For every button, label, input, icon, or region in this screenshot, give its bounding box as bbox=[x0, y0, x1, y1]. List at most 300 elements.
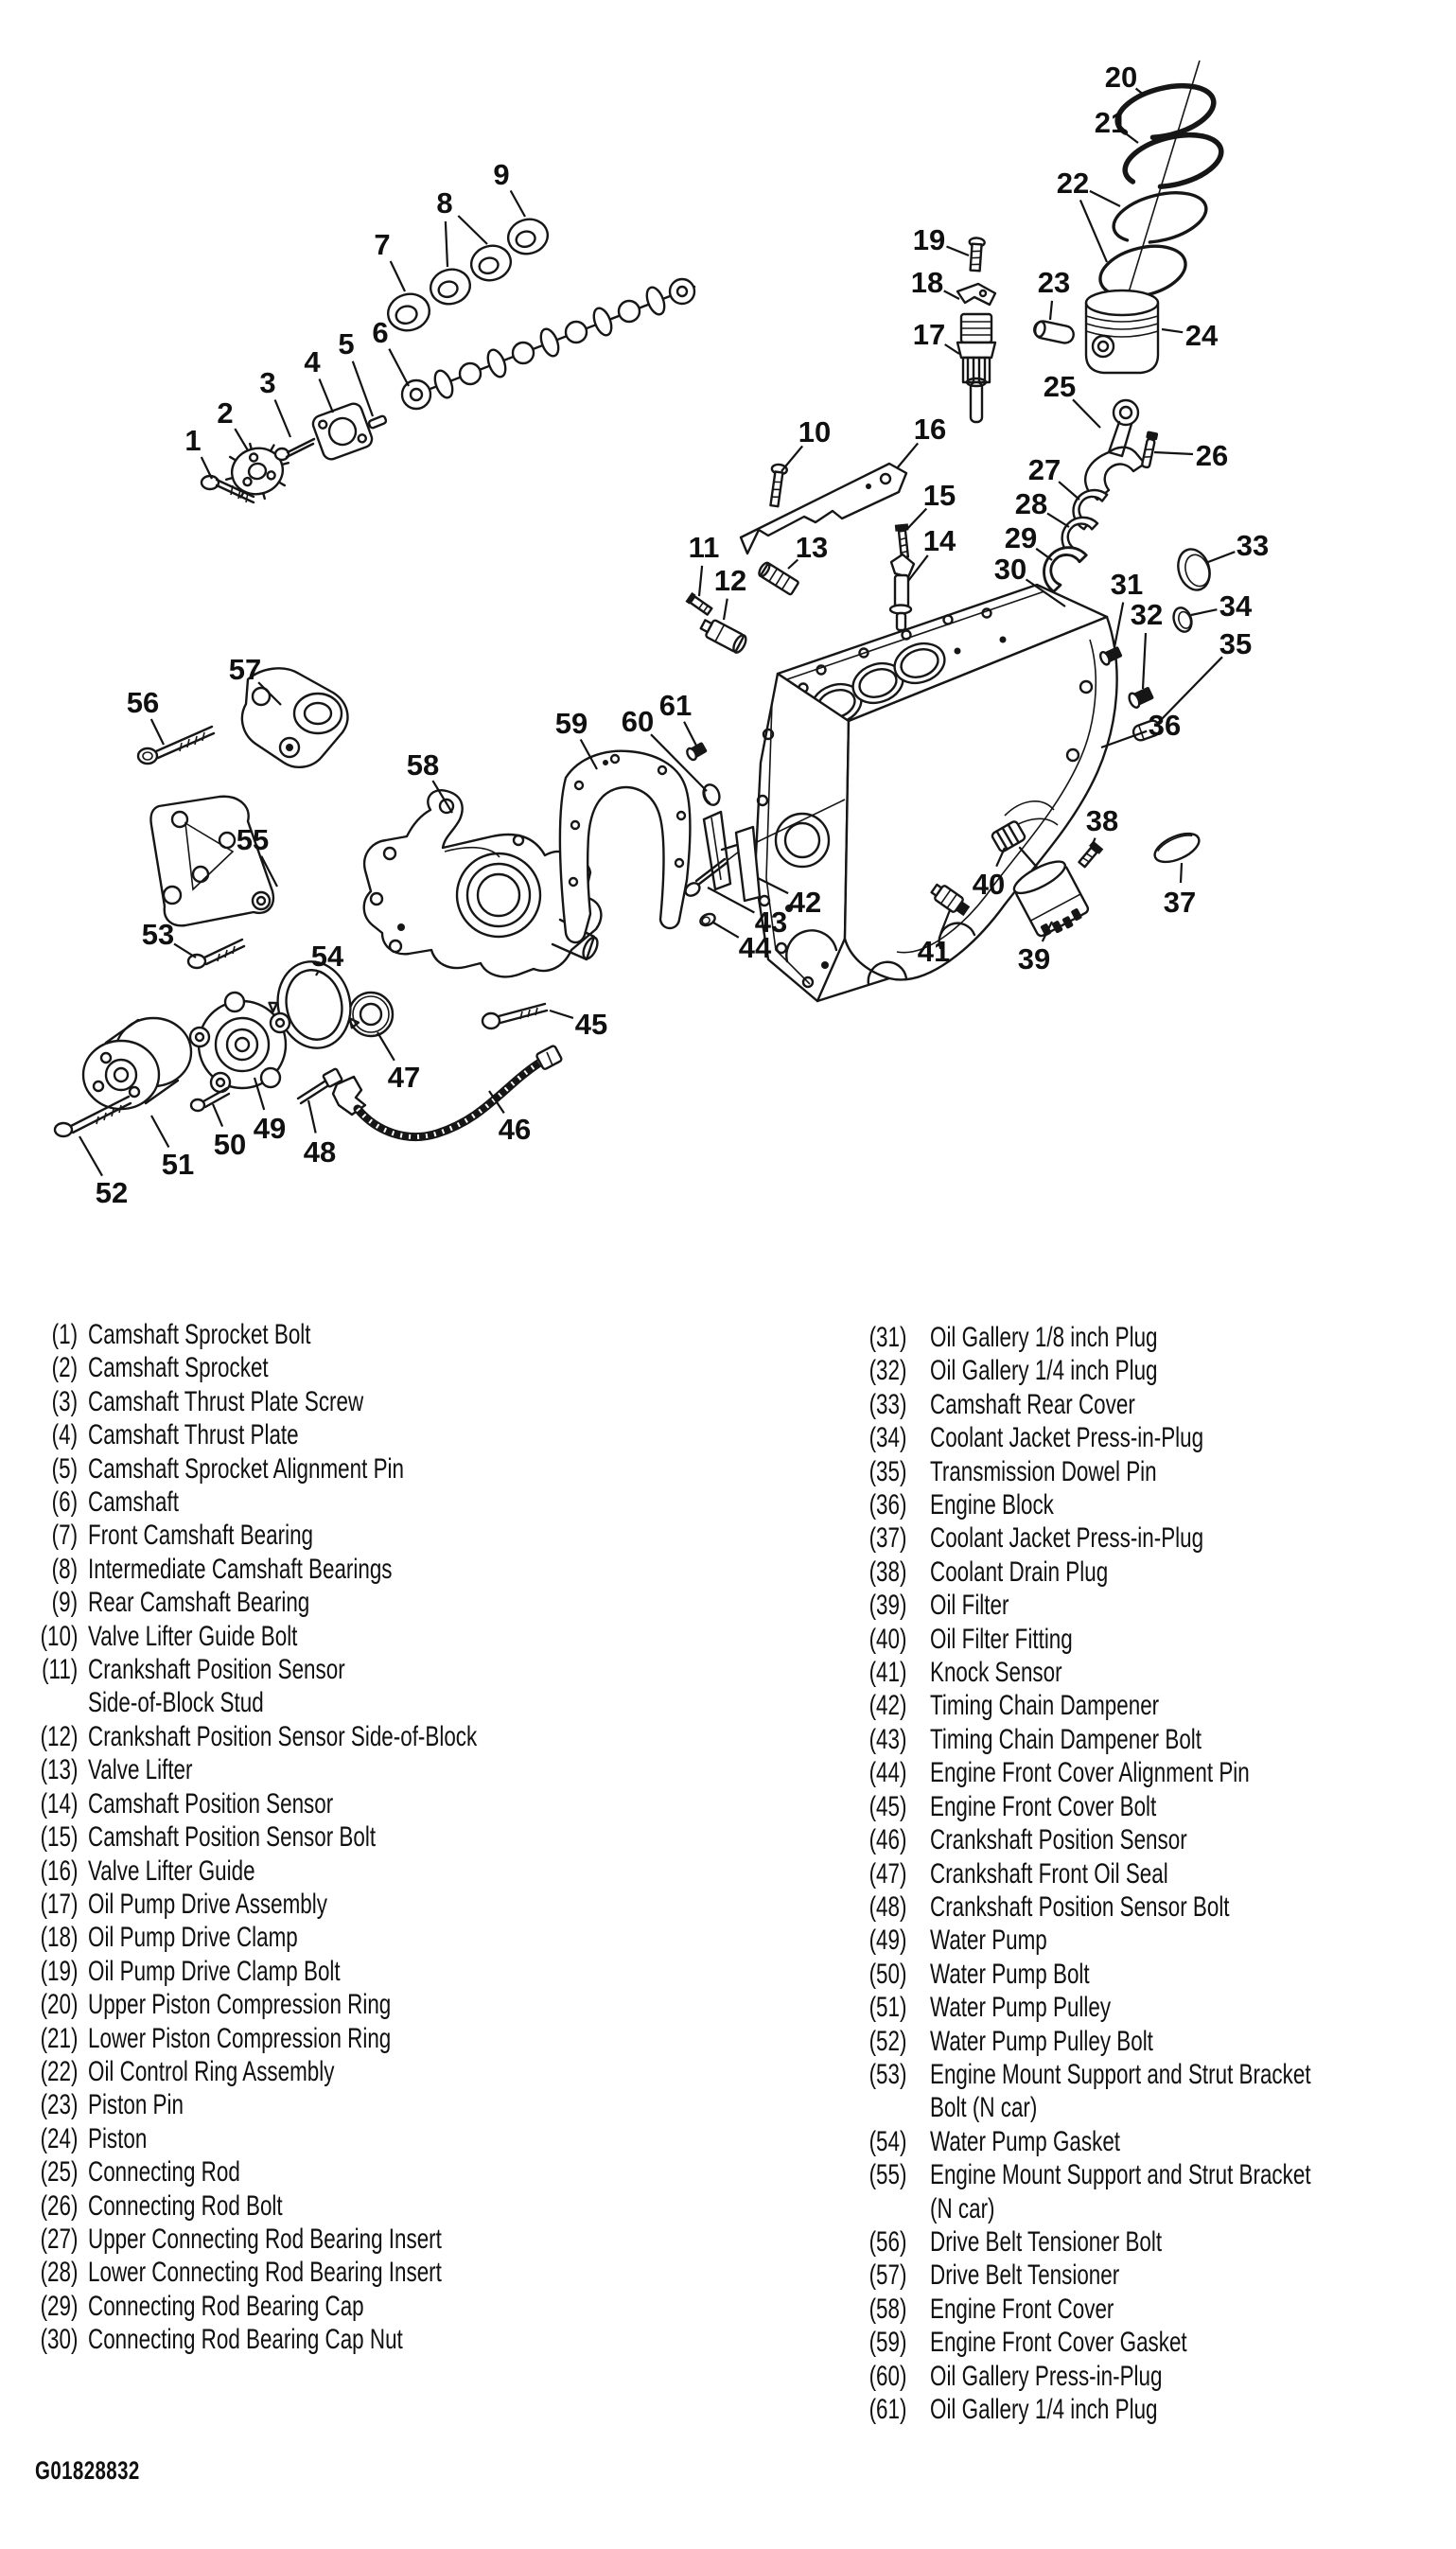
svg-text:60: 60 bbox=[621, 705, 655, 738]
part-number: (45) bbox=[868, 1790, 906, 1822]
camshaft-rear-cover bbox=[1173, 545, 1215, 594]
part-number: (46) bbox=[868, 1824, 906, 1856]
parts-list-item bbox=[851, 1924, 1431, 1957]
callout-3 bbox=[259, 366, 290, 437]
part-label: Camshaft Thrust Plate bbox=[88, 1419, 299, 1451]
part-number: (31) bbox=[868, 1322, 906, 1353]
part-number: (55) bbox=[868, 2159, 906, 2191]
part-number: (26) bbox=[40, 2189, 78, 2222]
svg-text:19: 19 bbox=[912, 223, 946, 256]
parts-list-item bbox=[17, 1418, 600, 1451]
callout-33 bbox=[1208, 529, 1269, 562]
part-number: (11) bbox=[41, 1654, 78, 1686]
part-number: (44) bbox=[868, 1757, 906, 1789]
part-number: (39) bbox=[868, 1590, 906, 1622]
parts-list-item bbox=[851, 1388, 1431, 1421]
parts-list-item bbox=[17, 2055, 600, 2088]
part-number: (3) bbox=[51, 1385, 78, 1417]
parts-list-item bbox=[17, 1452, 600, 1485]
svg-text:30: 30 bbox=[993, 553, 1027, 586]
svg-text:41: 41 bbox=[917, 935, 951, 968]
part-number: (41) bbox=[868, 1657, 906, 1689]
parts-list-item bbox=[851, 2025, 1431, 2058]
engine-mount-bracket bbox=[150, 797, 272, 926]
part-number: (28) bbox=[40, 2257, 78, 2289]
svg-text:26: 26 bbox=[1195, 439, 1229, 472]
part-label: Connecting Rod Bolt bbox=[88, 2189, 283, 2222]
callout-13 bbox=[788, 531, 828, 569]
part-label: Coolant Jacket Press-in-Plug bbox=[930, 1422, 1204, 1454]
crank-sensor-side-of-block bbox=[698, 616, 748, 655]
callout-56 bbox=[127, 686, 164, 745]
camshaft-thrust-plate-screw bbox=[275, 439, 314, 460]
engine-front-cover-gasket bbox=[560, 751, 691, 942]
parts-list-item bbox=[17, 1855, 600, 1888]
parts-list-item bbox=[851, 1354, 1431, 1387]
engine-mount-bracket-bolt bbox=[188, 940, 244, 968]
callout-21 bbox=[1095, 106, 1138, 143]
parts-list-item bbox=[17, 1385, 600, 1418]
parts-list-item bbox=[17, 1586, 600, 1619]
callout-52 bbox=[79, 1136, 128, 1209]
crankshaft-front-oil-seal bbox=[349, 993, 393, 1036]
oil-control-ring-a bbox=[1109, 185, 1212, 252]
part-number: (37) bbox=[868, 1522, 906, 1555]
oil-pump-drive-clamp bbox=[957, 284, 995, 305]
part-label: Timing Chain Dampener bbox=[930, 1690, 1160, 1722]
drive-belt-tensioner-bolt bbox=[138, 727, 214, 764]
lower-compression-ring bbox=[1119, 126, 1226, 196]
callout-24 bbox=[1162, 319, 1219, 352]
part-label: Crankshaft Position Sensor Side-of-Block bbox=[88, 1720, 478, 1752]
callout-9 bbox=[493, 158, 525, 217]
parts-list-item bbox=[17, 1720, 600, 1753]
part-label: Camshaft Sprocket Alignment Pin bbox=[88, 1452, 404, 1485]
svg-text:10: 10 bbox=[798, 415, 832, 448]
part-number: (12) bbox=[40, 1720, 78, 1752]
part-label: Camshaft Thrust Plate Screw bbox=[88, 1385, 364, 1417]
part-number: (15) bbox=[40, 1821, 78, 1854]
svg-text:34: 34 bbox=[1219, 589, 1253, 623]
parts-list-item bbox=[851, 2326, 1431, 2359]
part-label: Connecting Rod bbox=[88, 2156, 240, 2189]
camshaft-position-sensor bbox=[890, 554, 914, 630]
svg-text:21: 21 bbox=[1094, 106, 1128, 139]
part-label: Lower Connecting Rod Bearing Insert bbox=[88, 2257, 442, 2289]
part-label: Camshaft Position Sensor bbox=[88, 1787, 334, 1819]
svg-text:6: 6 bbox=[372, 316, 389, 349]
callout-32 bbox=[1131, 598, 1163, 689]
part-label: Valve Lifter bbox=[88, 1754, 193, 1786]
svg-text:42: 42 bbox=[788, 886, 822, 919]
oil-gallery-press-in-plug bbox=[701, 782, 723, 807]
water-pump-pulley-bolt bbox=[55, 1097, 131, 1136]
part-label: Lower Piston Compression Ring bbox=[88, 2022, 392, 2054]
parts-list-item bbox=[851, 1556, 1431, 1589]
part-number: (40) bbox=[868, 1623, 906, 1655]
svg-text:14: 14 bbox=[922, 524, 956, 557]
part-label: Crankshaft Position Sensor bbox=[930, 1824, 1187, 1856]
part-label: Upper Connecting Rod Bearing Insert bbox=[88, 2223, 442, 2255]
callout-37 bbox=[1164, 863, 1196, 919]
svg-text:36: 36 bbox=[1148, 709, 1182, 742]
front-camshaft-bearing bbox=[384, 290, 433, 335]
callout-7 bbox=[374, 228, 405, 291]
part-label: Piston Pin bbox=[88, 2089, 184, 2121]
part-number: (29) bbox=[40, 2290, 78, 2322]
svg-text:8: 8 bbox=[436, 186, 453, 220]
parts-list-item bbox=[851, 2058, 1431, 2125]
parts-list-item bbox=[17, 1485, 600, 1519]
water-pump-bolt bbox=[191, 1088, 229, 1111]
part-number: (47) bbox=[868, 1857, 906, 1890]
svg-text:57: 57 bbox=[228, 653, 262, 686]
connecting-rod-bolt bbox=[1140, 431, 1159, 468]
callout-48 bbox=[304, 1100, 336, 1169]
parts-list-item bbox=[17, 1318, 600, 1351]
callout-4 bbox=[304, 345, 333, 413]
part-label: Timing Chain Dampener Bolt bbox=[930, 1723, 1202, 1755]
svg-text:5: 5 bbox=[338, 327, 355, 360]
part-label: Engine Front Cover Bolt bbox=[930, 1790, 1157, 1822]
connecting-rod bbox=[1085, 400, 1145, 500]
intermediate-camshaft-bearing-a bbox=[427, 265, 474, 308]
part-label: Oil Filter Fitting bbox=[930, 1623, 1073, 1655]
svg-text:2: 2 bbox=[217, 396, 234, 430]
svg-text:18: 18 bbox=[910, 266, 944, 299]
part-label: Engine Mount Support and Strut Bracket (N car) bbox=[930, 2159, 1311, 2224]
svg-text:51: 51 bbox=[161, 1148, 195, 1181]
callout-46 bbox=[489, 1091, 531, 1146]
svg-text:48: 48 bbox=[303, 1135, 337, 1169]
part-number: (42) bbox=[868, 1690, 906, 1722]
part-label: Valve Lifter Guide Bolt bbox=[88, 1620, 298, 1652]
parts-list-item bbox=[851, 1421, 1431, 1454]
svg-text:35: 35 bbox=[1219, 627, 1253, 660]
part-number: (16) bbox=[40, 1855, 78, 1887]
piston bbox=[1086, 290, 1158, 373]
callout-22 bbox=[1057, 167, 1120, 262]
parts-list-item bbox=[17, 2290, 600, 2323]
part-number: (23) bbox=[40, 2089, 78, 2121]
part-label: Drive Belt Tensioner Bolt bbox=[930, 2225, 1163, 2258]
parts-list-item bbox=[851, 1589, 1431, 1622]
svg-text:25: 25 bbox=[1043, 370, 1077, 403]
oil-pump-drive-clamp-bolt bbox=[968, 237, 985, 272]
part-label: Water Pump Pulley bbox=[930, 1992, 1112, 2024]
svg-text:47: 47 bbox=[387, 1061, 421, 1094]
callout-10 bbox=[781, 415, 831, 471]
svg-text:11: 11 bbox=[688, 531, 720, 564]
parts-list-item bbox=[17, 1820, 600, 1854]
svg-text:9: 9 bbox=[493, 158, 510, 191]
svg-text:31: 31 bbox=[1110, 568, 1144, 601]
parts-list-item bbox=[851, 1656, 1431, 1689]
coolant-jacket-plug bbox=[1170, 606, 1194, 634]
callout-23 bbox=[1038, 266, 1070, 320]
engine-front-cover-bolt bbox=[482, 1004, 547, 1028]
part-number: (38) bbox=[868, 1556, 906, 1588]
part-number: (25) bbox=[40, 2156, 78, 2189]
parts-list-item bbox=[17, 2323, 600, 2356]
callout-59 bbox=[555, 707, 597, 769]
part-number: (18) bbox=[40, 1922, 78, 1954]
callout-16 bbox=[897, 413, 946, 468]
svg-text:44: 44 bbox=[738, 931, 772, 964]
parts-list-item bbox=[17, 1955, 600, 1988]
callout-17 bbox=[913, 318, 959, 354]
part-number: (56) bbox=[868, 2225, 906, 2258]
part-number: (54) bbox=[868, 2125, 906, 2157]
part-label: Water Pump Pulley Bolt bbox=[930, 2025, 1153, 2057]
svg-text:29: 29 bbox=[1004, 521, 1038, 554]
part-label: Oil Gallery 1/4 inch Plug bbox=[930, 1355, 1158, 1387]
parts-list-item bbox=[851, 2125, 1431, 2158]
svg-text:58: 58 bbox=[406, 748, 440, 782]
part-number: (59) bbox=[868, 2327, 906, 2359]
part-number: (9) bbox=[51, 1587, 78, 1619]
part-label: Front Camshaft Bearing bbox=[88, 1520, 314, 1552]
svg-text:59: 59 bbox=[554, 707, 588, 740]
part-number: (19) bbox=[40, 1955, 78, 1987]
camshaft-sprocket bbox=[219, 435, 295, 507]
parts-list-item bbox=[17, 1519, 600, 1552]
parts-list-item bbox=[851, 2293, 1431, 2326]
part-number: (33) bbox=[868, 1388, 906, 1420]
part-label: Camshaft Rear Cover bbox=[930, 1388, 1135, 1420]
part-label: Rear Camshaft Bearing bbox=[88, 1587, 310, 1619]
part-label: Engine Block bbox=[930, 1489, 1054, 1521]
svg-text:45: 45 bbox=[574, 1008, 608, 1041]
part-number: (10) bbox=[40, 1620, 78, 1652]
part-label: Engine Front Cover bbox=[930, 2293, 1114, 2325]
coolant-jacket-press-in-plug bbox=[1150, 828, 1202, 868]
part-number: (53) bbox=[868, 2058, 906, 2090]
svg-text:56: 56 bbox=[126, 686, 160, 719]
rod-bearing-cap bbox=[1036, 540, 1095, 593]
part-label: Crankshaft Front Oil Seal bbox=[930, 1857, 1168, 1890]
svg-text:15: 15 bbox=[922, 479, 956, 512]
part-label: Camshaft Position Sensor Bolt bbox=[88, 1821, 377, 1854]
camshaft-position-sensor-bolt bbox=[895, 523, 912, 557]
parts-list-item bbox=[17, 2189, 600, 2223]
part-number: (5) bbox=[51, 1452, 78, 1485]
part-label: Oil Gallery Press-in-Plug bbox=[930, 2360, 1163, 2392]
part-number: (6) bbox=[51, 1486, 78, 1519]
oil-gallery-plug-14 bbox=[1127, 686, 1154, 710]
callout-14 bbox=[908, 524, 956, 581]
part-label: Water Pump bbox=[930, 1925, 1047, 1957]
part-label: Oil Control Ring Assembly bbox=[88, 2055, 335, 2087]
part-number: (24) bbox=[40, 2122, 78, 2154]
parts-list-item bbox=[851, 1823, 1431, 1856]
callout-26 bbox=[1154, 439, 1228, 472]
part-label: Crankshaft Position Sensor Side-of-Block Stud bbox=[88, 1654, 345, 1719]
part-number: (50) bbox=[868, 1958, 906, 1990]
svg-text:53: 53 bbox=[141, 918, 175, 951]
callout-45 bbox=[550, 1008, 607, 1041]
part-label: Intermediate Camshaft Bearings bbox=[88, 1553, 393, 1585]
part-label: Engine Front Cover Gasket bbox=[930, 2327, 1187, 2359]
camshaft-thrust-plate bbox=[310, 401, 374, 462]
svg-text:4: 4 bbox=[304, 345, 321, 378]
part-number: (49) bbox=[868, 1925, 906, 1957]
svg-text:3: 3 bbox=[259, 366, 276, 399]
part-label: Valve Lifter Guide bbox=[88, 1855, 255, 1887]
callout-1 bbox=[184, 424, 212, 479]
part-label: Oil Pump Drive Assembly bbox=[88, 1888, 327, 1920]
figure-code: G01828832 bbox=[35, 2456, 140, 2485]
part-number: (57) bbox=[868, 2259, 906, 2292]
part-number: (34) bbox=[868, 1422, 906, 1454]
coolant-drain-plug bbox=[1077, 840, 1103, 869]
part-label: Connecting Rod Bearing Cap Nut bbox=[88, 2324, 403, 2356]
parts-list-item bbox=[17, 1921, 600, 1954]
svg-text:32: 32 bbox=[1130, 598, 1164, 631]
valve-lifter-guide-bolt bbox=[766, 464, 787, 507]
parts-list-left-column bbox=[17, 1318, 600, 2357]
part-number: (20) bbox=[40, 1989, 78, 2021]
part-label: Coolant Drain Plug bbox=[930, 1556, 1109, 1588]
callout-12 bbox=[714, 564, 746, 620]
camshaft-alignment-pin bbox=[368, 415, 387, 429]
svg-text:20: 20 bbox=[1104, 61, 1138, 94]
callout-51 bbox=[151, 1116, 194, 1181]
svg-text:27: 27 bbox=[1027, 453, 1061, 486]
parts-list-item bbox=[851, 2158, 1431, 2225]
part-number: (30) bbox=[40, 2324, 78, 2356]
svg-text:38: 38 bbox=[1085, 804, 1119, 837]
callout-54 bbox=[311, 940, 344, 976]
part-number: (2) bbox=[51, 1352, 78, 1384]
part-number: (43) bbox=[868, 1723, 906, 1755]
svg-text:23: 23 bbox=[1037, 266, 1071, 299]
svg-text:52: 52 bbox=[95, 1176, 129, 1209]
parts-list-item bbox=[851, 1857, 1431, 1890]
parts-list-item bbox=[17, 1888, 600, 1921]
parts-list-item bbox=[17, 2022, 600, 2055]
parts-list-item bbox=[851, 1521, 1431, 1555]
parts-list-item bbox=[851, 1623, 1431, 1656]
parts-list-item bbox=[17, 1787, 600, 1820]
svg-text:33: 33 bbox=[1236, 529, 1270, 562]
part-number: (35) bbox=[868, 1455, 906, 1487]
parts-list-item bbox=[17, 2223, 600, 2256]
callout-19 bbox=[913, 223, 969, 256]
part-label: Oil Filter bbox=[930, 1590, 1009, 1622]
parts-list-item bbox=[851, 2259, 1431, 2292]
parts-list-item bbox=[851, 1991, 1431, 2024]
part-label: Knock Sensor bbox=[930, 1657, 1062, 1689]
part-label: Transmission Dowel Pin bbox=[930, 1455, 1157, 1487]
part-number: (1) bbox=[51, 1319, 78, 1350]
part-label: Oil Gallery 1/8 inch Plug bbox=[930, 1322, 1158, 1353]
part-label: Drive Belt Tensioner bbox=[930, 2259, 1120, 2292]
parts-list-item bbox=[851, 1689, 1431, 1722]
part-label: Engine Front Cover Alignment Pin bbox=[930, 1757, 1250, 1789]
part-label: Camshaft Sprocket bbox=[88, 1352, 269, 1384]
parts-list-item bbox=[17, 2256, 600, 2289]
parts-list-item bbox=[17, 1988, 600, 2021]
callout-34 bbox=[1191, 589, 1253, 623]
parts-list-item bbox=[851, 1321, 1431, 1354]
part-label: Connecting Rod Bearing Cap bbox=[88, 2290, 364, 2322]
callout-50 bbox=[213, 1104, 246, 1161]
piston-pin bbox=[1033, 320, 1076, 344]
parts-list-item bbox=[17, 1753, 600, 1786]
svg-text:22: 22 bbox=[1056, 167, 1090, 200]
intermediate-camshaft-bearing-b bbox=[467, 241, 515, 285]
part-number: (21) bbox=[40, 2022, 78, 2054]
svg-text:61: 61 bbox=[658, 689, 693, 722]
part-label: Oil Gallery 1/4 inch Plug bbox=[930, 2394, 1158, 2425]
part-number: (4) bbox=[51, 1419, 78, 1451]
part-label: Camshaft bbox=[88, 1486, 179, 1519]
part-number: (32) bbox=[868, 1355, 906, 1387]
svg-text:28: 28 bbox=[1014, 487, 1048, 520]
parts-list-item bbox=[851, 1958, 1431, 1991]
svg-text:1: 1 bbox=[184, 424, 202, 457]
part-number: (36) bbox=[868, 1489, 906, 1521]
parts-list-item bbox=[851, 1455, 1431, 1488]
svg-text:39: 39 bbox=[1017, 942, 1051, 976]
svg-text:43: 43 bbox=[754, 905, 788, 939]
part-number: (14) bbox=[40, 1787, 78, 1819]
part-number: (8) bbox=[51, 1553, 78, 1585]
svg-text:24: 24 bbox=[1184, 319, 1219, 352]
parts-list-right-column bbox=[851, 1321, 1431, 2426]
callout-47 bbox=[377, 1032, 420, 1094]
valve-lifter bbox=[757, 561, 798, 595]
callout-25 bbox=[1044, 370, 1100, 428]
parts-list-item bbox=[851, 2360, 1431, 2393]
svg-text:40: 40 bbox=[972, 868, 1006, 901]
parts-list-item bbox=[851, 2393, 1431, 2426]
part-label: Piston bbox=[88, 2122, 148, 2154]
front-cover-alignment-pin bbox=[698, 912, 716, 928]
svg-text:7: 7 bbox=[374, 228, 391, 261]
svg-text:37: 37 bbox=[1163, 886, 1197, 919]
part-number: (22) bbox=[40, 2055, 78, 2087]
parts-list-item bbox=[851, 1890, 1431, 1924]
svg-text:13: 13 bbox=[795, 531, 829, 564]
part-number: (17) bbox=[40, 1888, 78, 1920]
svg-text:50: 50 bbox=[213, 1128, 247, 1161]
parts-list-item bbox=[851, 1488, 1431, 1521]
parts-list-item bbox=[851, 1756, 1431, 1789]
callout-38 bbox=[1086, 804, 1118, 849]
part-label: Oil Pump Drive Clamp Bolt bbox=[88, 1955, 341, 1987]
part-label: Water Pump Bolt bbox=[930, 1958, 1090, 1990]
part-number: (60) bbox=[868, 2360, 906, 2392]
part-number: (58) bbox=[868, 2293, 906, 2325]
part-label: Upper Piston Compression Ring bbox=[88, 1989, 392, 2021]
part-number: (13) bbox=[40, 1754, 78, 1786]
part-label: Crankshaft Position Sensor Bolt bbox=[930, 1890, 1230, 1923]
svg-text:17: 17 bbox=[912, 318, 946, 351]
rear-camshaft-bearing bbox=[504, 215, 552, 258]
parts-list-item bbox=[17, 1620, 600, 1653]
callout-20 bbox=[1105, 61, 1145, 96]
parts-list-item bbox=[17, 2155, 600, 2189]
parts-list-item bbox=[851, 2225, 1431, 2259]
parts-list-item bbox=[851, 1723, 1431, 1756]
part-number: (48) bbox=[868, 1890, 906, 1923]
part-label: Coolant Jacket Press-in-Plug bbox=[930, 1522, 1204, 1555]
part-label: Engine Mount Support and Strut Bracket Bolt (N car) bbox=[930, 2058, 1311, 2124]
svg-text:12: 12 bbox=[713, 564, 747, 597]
callout-18 bbox=[911, 266, 959, 299]
